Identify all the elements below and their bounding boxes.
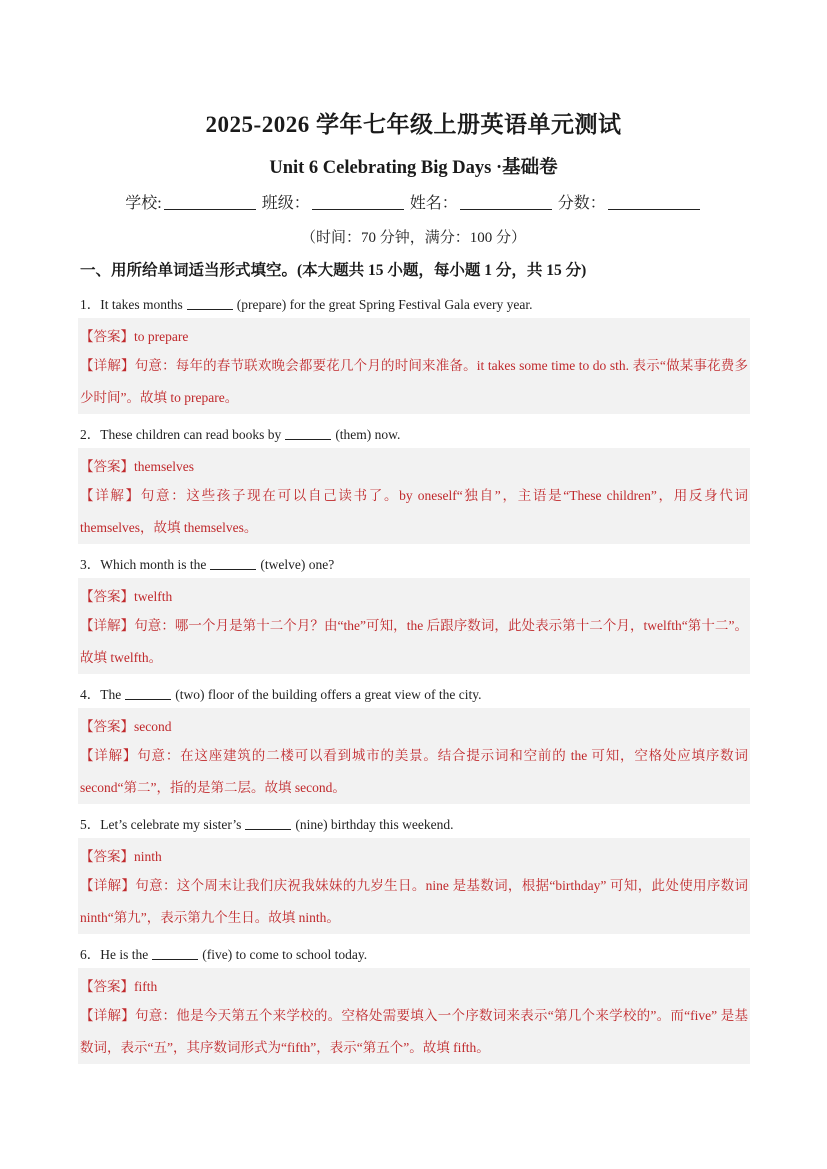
question-5 <box>80 813 454 833</box>
question-6 <box>80 943 367 963</box>
answer-block-3 <box>78 578 750 674</box>
question-text: 6．He is the <box>80 947 149 962</box>
question-1 <box>80 293 533 313</box>
question-3 <box>80 553 334 573</box>
answer-gap <box>210 557 256 570</box>
explanation-text: 【详解】句意：在这座建筑的二楼可以看到城市的美景。结合提示词和空前的 the 可知，空格处应填序数词 second“第二”，指的是第二层。故填 second。 <box>80 748 748 795</box>
document-title: 2025-2026 学年七年级上册英语单元测试 <box>205 112 622 137</box>
question-4 <box>80 683 482 703</box>
question-text: 4．The <box>80 687 122 702</box>
question-text: (prepare) for the great Spring Festival Gala every year. <box>236 297 533 312</box>
answer-block-6 <box>78 968 750 1064</box>
question-text: 1．It takes months <box>80 297 183 312</box>
question-text: 2．These children can read books by <box>80 427 282 442</box>
answer-block-4 <box>78 708 750 804</box>
answer-block-2 <box>78 448 750 544</box>
exam-meta: （时间：70 分钟，满分：100 分） <box>300 230 526 246</box>
school-label: 学校: <box>125 195 162 212</box>
answer-block-5 <box>78 838 750 934</box>
explanation-text: 【详解】句意：每年的春节联欢晚会都要花几个月的时间来准备。it takes some time to do sth. 表示“做某事花费多少时间”。故填 to prepare。 <box>80 358 748 405</box>
answer-text: 【答案】second <box>80 719 172 734</box>
student-info-line <box>0 190 827 213</box>
question-text: (nine) birthday this weekend. <box>295 817 454 832</box>
explanation-text: 【详解】句意：哪一个月是第十二个月？由“the”可知，the 后跟序数词，此处表示第十二个月，twelfth“第十二”。故填 twelfth。 <box>80 618 748 665</box>
question-text: (twelve) one? <box>260 557 335 572</box>
section-heading: 一、用所给单词适当形式填空。(本大题共 15 小题，每小题 1 分，共 15 分) <box>80 262 587 279</box>
class-label: 班级： <box>261 195 310 212</box>
answer-gap <box>187 297 233 310</box>
score-label: 分数： <box>557 195 606 212</box>
answer-text: 【答案】ninth <box>80 849 162 864</box>
question-text: (two) floor of the building offers a great view of the city. <box>175 687 482 702</box>
answer-text: 【答案】fifth <box>80 979 158 994</box>
answer-block-1 <box>78 318 750 414</box>
name-label: 姓名： <box>409 195 458 212</box>
answer-text: 【答案】to prepare <box>80 329 189 344</box>
answer-gap <box>125 687 171 700</box>
explanation-text: 【详解】句意：这个周末让我们庆祝我妹妹的九岁生日。nine 是基数词，根据“birthday” 可知，此处使用序数词 ninth“第九”，表示第九个生日。故填 ninth。 <box>80 878 748 925</box>
question-text: (five) to come to school today. <box>202 947 368 962</box>
class-blank <box>312 195 404 210</box>
answer-gap <box>285 427 331 440</box>
score-blank <box>608 195 700 210</box>
answer-gap <box>152 947 198 960</box>
school-blank <box>164 195 256 210</box>
answer-text: 【答案】themselves <box>80 459 194 474</box>
explanation-text: 【详解】句意：他是今天第五个来学校的。空格处需要填入一个序数词来表示“第几个来学校的”。而“five” 是基数词，表示“五”，其序数词形式为“fifth”，表示“第五个”。故填 fifth。 <box>80 1008 748 1055</box>
explanation-text: 【详解】句意：这些孩子现在可以自己读书了。by oneself“独自”，主语是“These children”，用反身代词 themselves，故填 themselves。 <box>80 488 748 535</box>
question-2 <box>80 423 400 443</box>
name-blank <box>460 195 552 210</box>
question-text: 3．Which month is the <box>80 557 207 572</box>
document-subtitle: Unit 6 Celebrating Big Days ·基础卷 <box>269 158 558 178</box>
answer-text: 【答案】twelfth <box>80 589 173 604</box>
question-text: (them) now. <box>335 427 401 442</box>
answer-gap <box>245 817 291 830</box>
question-text: 5．Let’s celebrate my sister’s <box>80 817 242 832</box>
